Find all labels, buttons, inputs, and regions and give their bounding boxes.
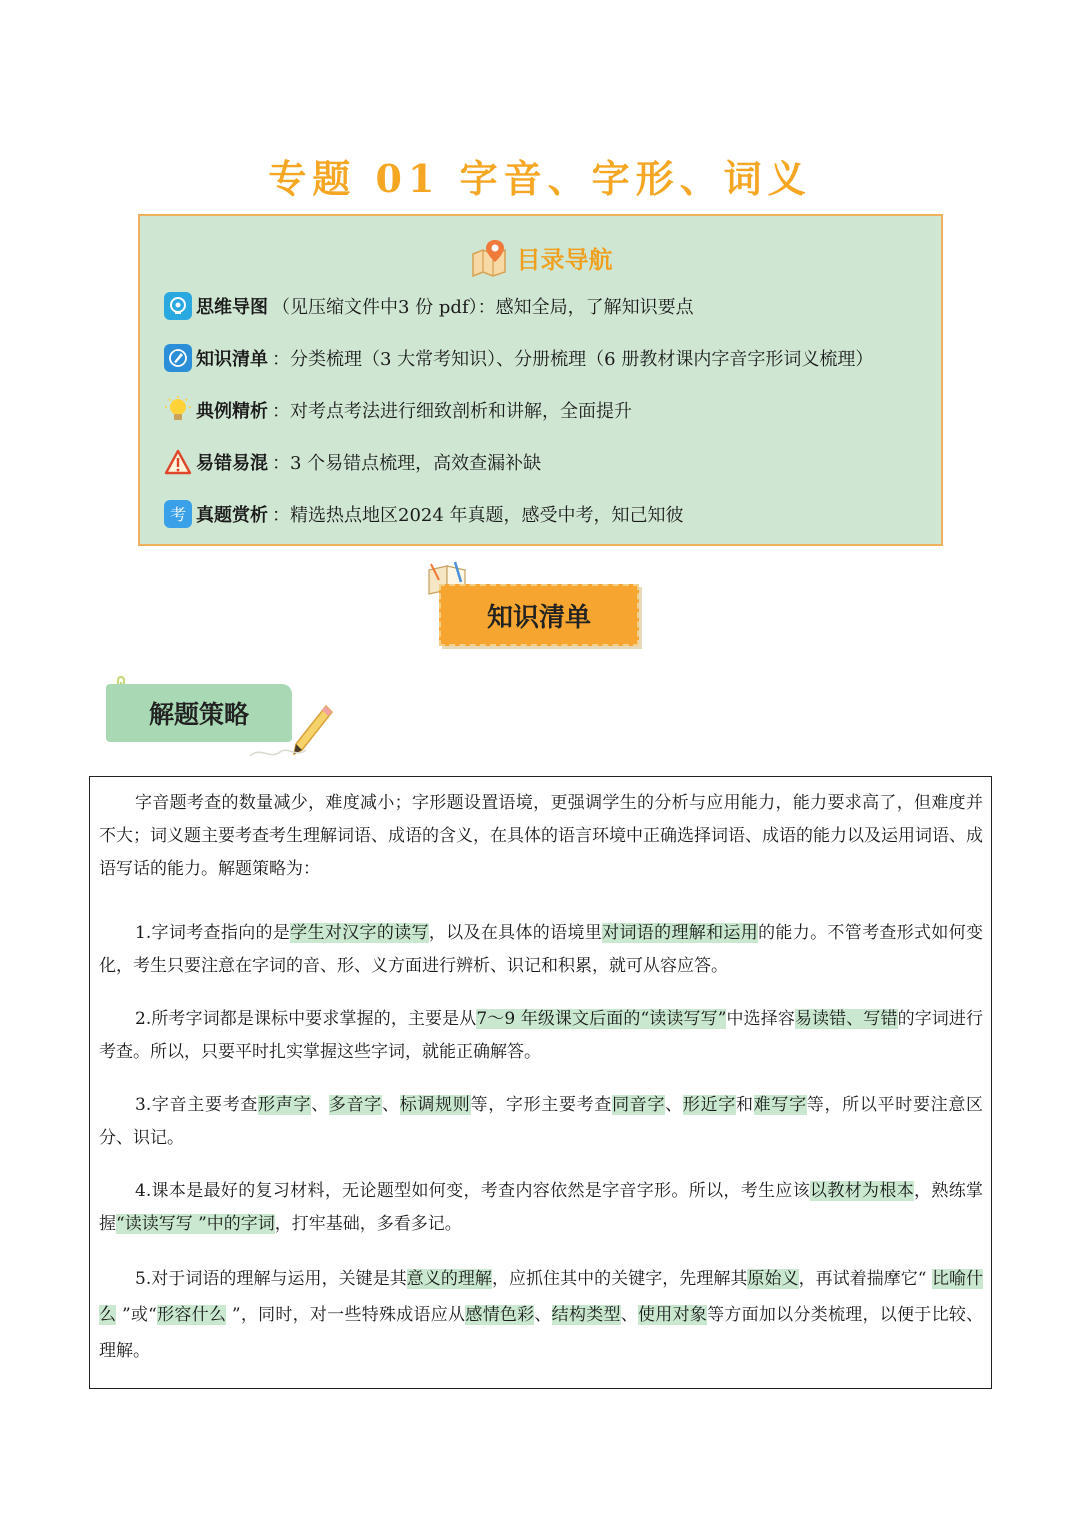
map-pin-icon — [469, 236, 511, 278]
nav-item-knowledge: 知识清单 ：分类梳理（3 大常考知识）、分册梳理（6 册教材课内字音字形词义梳理） — [164, 344, 873, 372]
strategy-point-1: 1.字词考查指向的是学生对汉字的读写，以及在具体的语境里对词语的理解和运用的能力。不管考查形式如何变化，考生只要注意在字词的音、形、义方面进行辨析、识记和积累，就可从容应答。 — [99, 923, 984, 976]
exam-icon — [164, 500, 192, 528]
nav-item-mindmap: 思维导图 （见压缩文件中3 份 pdf）：感知全局，了解知识要点 — [164, 292, 694, 320]
intro-paragraph: 字音题考查的数量减少，难度减小；字形题设置语境，更强调学生的分析与应用能力，能力要求高了，但难度并不大；词义题主要考查考生理解词语、成语的含义，在具体的语言环境中正确选择词语、成语的能力以及运用词语、成语写话的能力。解题策略为： — [99, 793, 983, 879]
knowledge-list-banner: 知识清单 — [439, 584, 639, 646]
warning-icon — [164, 448, 192, 476]
strategy-content-box — [89, 776, 992, 1389]
nav-item-examples: 典例精析 ：对考点考法进行细致剖析和讲解，全面提升 — [164, 396, 632, 424]
strategy-point-2: 2.所考字词都是课标中要求掌握的，主要是从7～9 年级课文后面的“读读写写”中选择容易读错、写错的字词进行考查。所以，只要平时扎实掌握这些字词，就能正确解答。 — [99, 1009, 984, 1062]
brain-icon — [164, 292, 192, 320]
nav-item-real-exams: 考 真题赏析 ：精选热点地区2024 年真题，感受中考，知己知彼 — [164, 500, 684, 528]
section-banner — [425, 560, 655, 652]
strategy-tag-label: 解题策略 — [106, 684, 292, 742]
nav-item-mistakes: 易错易混 ：3 个易错点梳理，高效查漏补缺 — [164, 448, 541, 476]
pencil-icon — [164, 344, 192, 372]
strategy-point-4: 4.课本是最好的复习材料，无论题型如何变，考查内容依然是字音字形。所以，考生应该以教材为根本，熟练掌握“读读写写 ”中的字词，打牢基础，多看多记。 — [99, 1181, 984, 1234]
directory-nav-box — [138, 214, 943, 546]
strategy-point-3: 3.字音主要考查形声字、多音字、标调规则等，字形主要考查同音字、形近字和难写字等，所以平时要注意区分、识记。 — [99, 1095, 984, 1148]
svg-text:考: 考 — [169, 505, 187, 524]
page-title: 专题 01 字音、字形、词义 — [268, 156, 812, 201]
squiggle-decoration — [248, 742, 308, 762]
nav-heading — [140, 236, 941, 278]
lightbulb-icon — [164, 396, 192, 424]
nav-heading-text: 目录导航 — [516, 245, 613, 274]
strategy-tag — [98, 672, 358, 772]
strategy-point-5: 5.对于词语的理解与运用，关键是其意义的理解，应抓住其中的关键字，先理解其原始义，再试着揣摩它“ 比喻什么 ”或“形容什么 ”，同时，对一些特殊成语应从感情色彩、结构类型、使用对象等方面加以分类梳理，以便于比较、理解。 — [99, 1269, 984, 1361]
